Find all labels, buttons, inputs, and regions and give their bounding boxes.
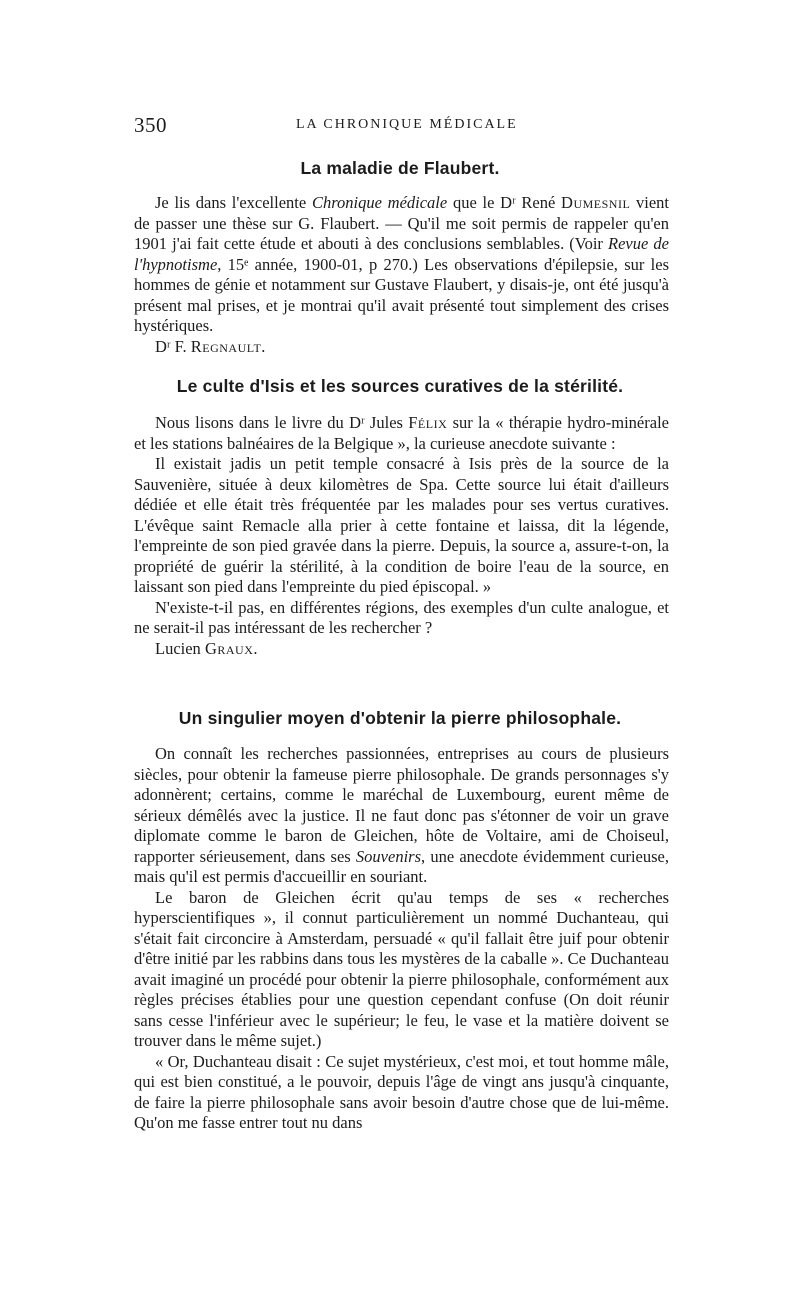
text-run: sur la « thérapie hydro-minérale et les stations balnéaires de la Belgique », la curieuse anecdote suivante : [134,413,669,453]
article-body-isis [134,413,669,659]
text-run: On connaît les recherches passionnées, entreprises au cours de plusieurs siècles, pour obtenir la fameuse pierre philosophale. De grands personnages s'y adonnèrent; certains, comme le maréchal de Luxembourg, eurent même de sérieux démêlés avec la justice. Il ne faut donc pas s'étonner de voir un grave diplomate comme le baron de Gleichen, hôte de Voltaire, ami de Choiseul, rapporter sérieusement, dans ses [134,744,669,866]
article-title-pierre: Un singulier moyen d'obtenir la pierre philosophale. [178,708,622,728]
signature-name: Regnault. [190,336,266,356]
italic-title: Chronique médicale [311,193,448,212]
signature-prefix: Dʳ F. [155,336,191,356]
text-run: vient de passer une thèse sur G. Flaubert. — Qu'il me soit permis de rappeler qu'en 1901 j'ai fait cette étude et abouti à des conclusions semblables. (Voir [134,193,670,253]
italic-title: Revue de l'hypnotisme [134,234,670,274]
signature-prefix: Lucien [155,638,205,658]
article-title-flaubert: La maladie de Flaubert. [300,158,500,178]
paragraph: Il existait jadis un petit temple consacré à Isis près de la source de la Sauvenière, située à deux kilomètres de Spa. Cette source lui était d'ailleurs dédiée et elle était très fréquentée par les malades pour ses vertus curatives. L'évêque saint Remacle alla prier à cette fontaine et laissa, dit la légende, l'empreinte de son pied gravée dans la pierre. Depuis, la source a, assure-t-on, la propriété de guérir la stérilité, à la condition de boire l'eau de la source, en laissant son pied dans l'empreinte du pied épiscopal. » [134,454,669,596]
signature [134,337,669,358]
author-name: Dumesnil [561,193,631,212]
text-run: Nous lisons dans le livre du Dʳ Jules [155,413,409,432]
text-run: , 15ᵉ année, 1900-01, p 270.) Les observations d'épilepsie, sur les hommes de génie et notamment sur Gustave Flaubert, y disais-je, ont été jusqu'à présent mal prises, et je montrai qu'il avait présenté tout simplement des crises hystériques. [134,254,669,335]
paragraph [134,744,669,888]
signature-name: Graux. [204,638,258,658]
paragraph [134,193,669,337]
article-body-flaubert [134,193,669,357]
paragraph: Le baron de Gleichen écrit qu'au temps de ses « recherches hyperscientifiques », il connut particulièrement un nommé Duchanteau, qui s'était fait circoncire à Amsterdam, persuadé « qu'il fallait être juif pour obtenir d'être initié par les rabbins dans tous les mystères de la caballe ». Ce Duchanteau avait imaginé un procédé pour obtenir la pierre philosophale, conformément aux règles précises établies pour une question cependant confuse (On doit réunir sans cesse l'inférieur avec le supérieur; le feu, le vase et la matière doivent se trouver dans le même sujet.) [134,887,669,1050]
text-run: , une anecdote évidemment curieuse, mais qu'il est permis d'accueillir en souriant. [134,846,670,886]
running-head [134,113,669,139]
paragraph: « Or, Duchanteau disait : Ce sujet mystérieux, c'est moi, et tout homme mâle, qui est bien constitué, a le pouvoir, depuis l'âge de vingt ans jusqu'à cinquante, de faire la pierre philosophale sans avoir besoin d'autre chose que de lui-même. Qu'on me fasse entrer tout nu dans [134,1051,669,1132]
journal-title: LA CHRONIQUE MÉDICALE [296,117,518,132]
italic-title: Souvenirs [355,846,421,866]
article-title-isis: Le culte d'Isis et les sources curatives de la stérilité. [176,376,624,396]
article-body-pierre [134,744,669,1134]
author-name: Félix [408,413,448,432]
paragraph: N'existe-t-il pas, en différentes régions, des exemples d'un culte analogue, et ne serait-il pas intéressant de les rechercher ? [134,597,669,637]
paragraph [134,413,669,454]
page-number: 350 [134,113,167,137]
text-run: que le Dʳ René [447,193,562,212]
signature [134,639,669,660]
text-run: Je lis dans l'excellente [155,193,312,212]
